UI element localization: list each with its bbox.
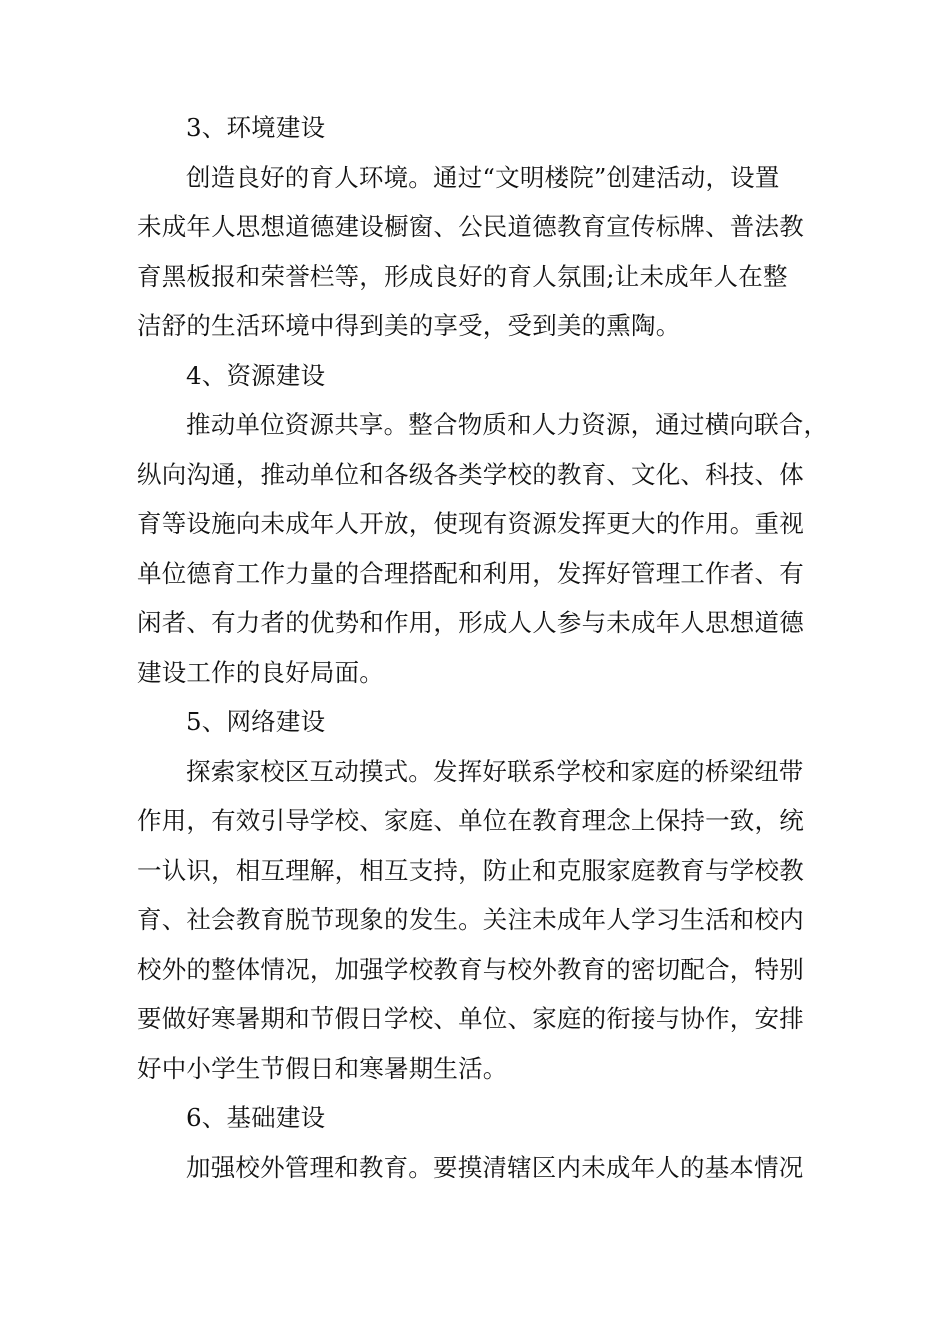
paragraph-line: 洁舒的生活环境中得到美的享受，受到美的熏陶。 (137, 311, 681, 340)
paragraph-line: 要做好寒暑期和节假日学校、单位、家庭的衔接与协作，安排 (137, 1004, 804, 1033)
paragraph-line: 作用，有效引导学校、家庭、单位在教育理念上保持一致，统 (137, 806, 804, 835)
paragraph-line: 闲者、有力者的优势和作用，形成人人参与未成年人思想道德 (137, 608, 804, 637)
section-heading: 4、资源建设 (186, 360, 326, 390)
paragraph-line: 育、社会教育脱节现象的发生。关注未成年人学习生活和校内 (137, 905, 804, 934)
section-heading: 6、基础建设 (186, 1103, 326, 1132)
paragraph-line: 纵向沟通，推动单位和各级各类学校的教育、文化、科技、体 (137, 459, 804, 489)
paragraph-line: 育黑板报和荣誉栏等，形成良好的育人氛围;让未成年人在整 (137, 261, 788, 291)
paragraph-line: 单位德育工作力量的合理搭配和利用，发挥好管理工作者、有 (137, 558, 804, 588)
paragraph-line: 探索家校区互动摸式。发挥好联系学校和家庭的桥梁纽带 (186, 756, 804, 786)
section-heading: 3、环境建设 (186, 113, 326, 142)
paragraph-line: 建设工作的良好局面。 (137, 657, 384, 687)
paragraph-line: 校外的整体情况，加强学校教育与校外教育的密切配合，特别 (137, 954, 804, 984)
paragraph-line: 创造良好的育人环境。通过“文明楼院”创建活动，设置 (186, 162, 780, 192)
section-heading: 5、网络建设 (186, 707, 326, 736)
paragraph-line: 一认识，相互理解，相互支持，防止和克服家庭教育与学校教 (137, 855, 804, 885)
paragraph-line: 好中小学生节假日和寒暑期生活。 (137, 1053, 508, 1083)
paragraph-line: 推动单位资源共享。整合物质和人力资源，通过横向联合， (186, 410, 829, 439)
paragraph-line: 育等设施向未成年人开放，使现有资源发挥更大的作用。重视 (137, 509, 804, 538)
paragraph-line: 加强校外管理和教育。要摸清辖区内未成年人的基本情况 (186, 1152, 804, 1182)
paragraph-line: 未成年人思想道德建设橱窗、公民道德教育宣传标牌、普法教 (137, 212, 804, 241)
